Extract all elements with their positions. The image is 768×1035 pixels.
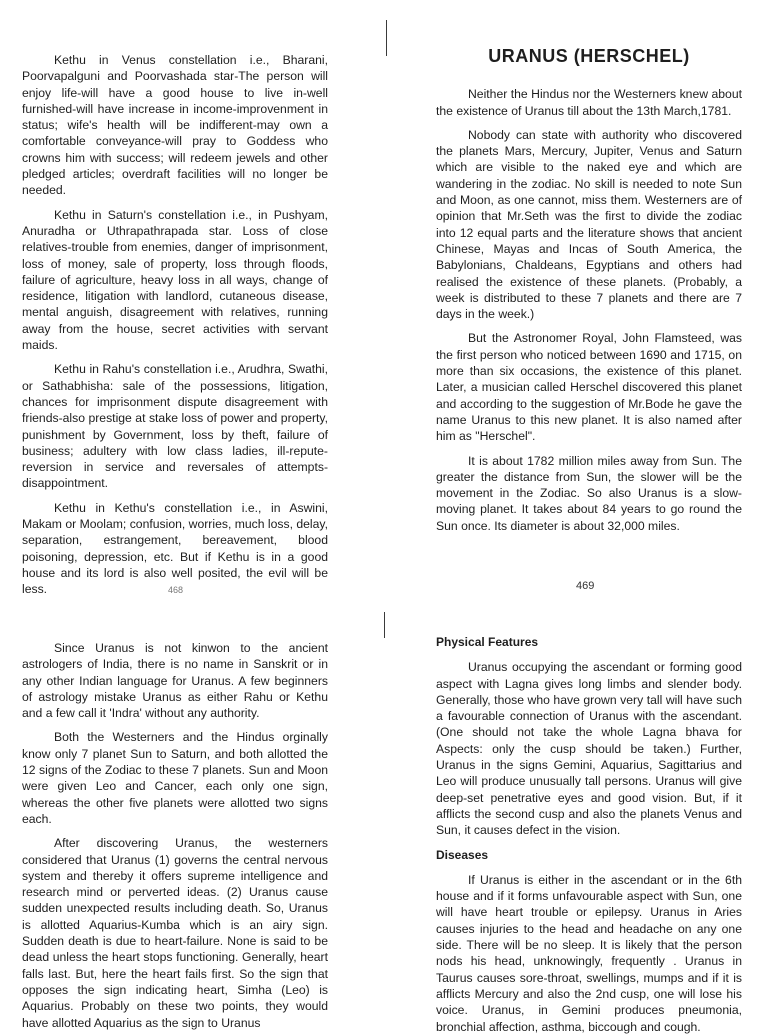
- page-468: [22, 52, 328, 597]
- binding-line-top: [386, 20, 387, 56]
- paragraph-kethu-kethu: Kethu in Kethu's constellation i.e., in Aswini, Makam or Moolam; confusion, worries, much loss, delay, separation, estrangement, bereavement, blood poisoning, depression, etc. But if Kethu is in a good house and its lord is also well posited, the evil will be less.: [22, 500, 328, 597]
- page-number-469: 469: [576, 580, 595, 592]
- paragraph-no-sanskrit-name: Since Uranus is not kinwon to the ancient astrologers of India, there is no name in Sanskrit or in any other Indian language for Uranus. A few beginners of astrology mistake Uranus as either Rahu or Kethu and a few call it 'Indra' without any authority.: [22, 641, 328, 721]
- page-470: [22, 640, 328, 1030]
- paragraph-kethu-rahu: Kethu in Rahu's constellation i.e., Arudhra, Swathi, or Sathabhisha: sale of the possessions, litigation, chances for imprisonment dispute disagreement with friends-also prestige at stake loss of power and property, punishment by Government, loss by theft, failure of business; adultery with low class ladies, ill-repute-reversion in service and reversales of attempts-disappointment.: [22, 362, 328, 491]
- paragraph-visible-planets: Nobody can state with authority who discovered the planets Mars, Mercury, Jupiter, Venus and Saturn which are visible to the naked eye and which are wandering in the zodiac. No skill is needed to note Sun and Moon, as one cannot, miss them. Westerners are of opinion that Mr.Seth was the first to divide the zodiac into 12 equal parts and the literature shows that ancient Chinese, Mayas and Incas of South America, the Babylonians, Chaldeans, Egyptians and others had realised the existence of these planets. (Probably, a week is distributed to these 7 planets and there are 7 days in the week.): [436, 127, 742, 322]
- paragraph-physical-features: Uranus occupying the ascendant or forming good aspect with Lagna gives long limbs and slender body. Generally, those who have grown very tall will have such a favourable connection of Uranus with the ascendant. (One should not take the whole Lagna bhava for Aspects: only the cusp should be taken.) Further, Uranus in the signs Gemini, Aquarius, Sagittarius and Leo will produce unusually tall persons. Uranus will give deep-set penetrative eyes and good vision. But, if it afflicts the second cusp and also the planets Venus and Sun, it causes defect in the vision.: [436, 660, 742, 838]
- paragraph-seven-planets: Both the Westerners and the Hindus orginally know only 7 planet Sun to Saturn, and both allotted the 12 signs of the Zodiac to these 7 planets. Sun and Moon were given Leo and Cancer, each only one sign, whereas the other five planets were allotted two signs each.: [22, 730, 328, 826]
- page-number-468: 468: [168, 585, 184, 595]
- paragraph-distance: It is about 1782 million miles away from Sun. The greater the distance from Sun, the slower will be the movement in the Zodiac. So also Uranus is a slow-moving planet. It takes about 84 years to go round the Sun once. Its diameter is about 32,000 miles.: [436, 453, 742, 533]
- paragraph-kethu-venus: Kethu in Venus constellation i.e., Bharani, Poorvapalguni and Poorvashada star-The person will enjoy life-will have a good house to live in-well furnished-will have increase in income-improvenment in status; wife's health will be indifferent-may own a comfortable conveyance-will pray to Goddess who crowns him with success; will redeem jewels and other pledged articles; overdraft facilities will no longer be needed.: [22, 53, 328, 198]
- binding-line-bottom: [384, 612, 385, 638]
- section-heading-physical-features: Physical Features: [436, 635, 539, 649]
- paragraph-flamsteed: But the Astronomer Royal, John Flamsteed, was the first person who noticed between 1690 and 1715, on more than six occasions, the existence of this planet. Later, a musician called Herschel discovered this planet and according to the suggestion of Mr.Bode he gave the name Uranus to this new planet. It is also named after him as "Herschel".: [436, 331, 742, 444]
- paragraph-after-discovering: After discovering Uranus, the westerners considered that Uranus (1) governs the central nervous system and thereby it offers supreme intelligence and research mind or perverted ideas. (2) Uranus cause sudden unexpected results including death. So, Uranus is allotted Aquarius-Kumba which is an airy sign. Sudden death is due to heart-failure. None is said to be dead unless the heart stops functioning. Generally, heart falls last. But, here the heart fails first. So the sign that opposes the sign indicating heart, Simha (Leo) is Aquarius. Probably on these two points, they would have allotted Aquarius as the sign to Uranus: [22, 836, 328, 1030]
- paragraph-kethu-saturn: Kethu in Saturn's constellation i.e., in Pushyam, Anuradha or Uthrapathrapada star. Loss of close relatives-trouble from enemies, danger of imprisonment, loss of money, sale of property, loss through floods, failure of agriculture, heavy loss in all ways, change of residence, litigation with landlord, cutaneous disease, mental anguish, disagreement with relatives, running away from the house, secret activities with servant maids.: [22, 207, 328, 353]
- page-469: [436, 48, 742, 593]
- paragraph-discovery-date: Neither the Hindus nor the Westerners knew about the existence of Uranus till about the 13th March,1781.: [436, 87, 742, 118]
- paragraph-diseases: If Uranus is either in the ascendant or in the 6th house and if it forms unfavourable aspect with Sun, one will have heart trouble or epilepsy. Uranus in Aries causes injuries to the head and headache on any one side. There will be no sleep. It is likely that the person nods his head, unknowingly, frequently . Uranus in Taurus causes sore-throat, swellings, mumps and if it is afflicts Mercury and also the 2nd cusp, one will lose his voice. Uranus, in Gemini produces pneumonia, bronchial affection, asthma, biccough and cough.: [436, 872, 742, 1034]
- section-heading-diseases: Diseases: [436, 847, 489, 862]
- chapter-title: URANUS (HERSCHEL): [488, 46, 690, 66]
- page-471: [436, 634, 742, 1034]
